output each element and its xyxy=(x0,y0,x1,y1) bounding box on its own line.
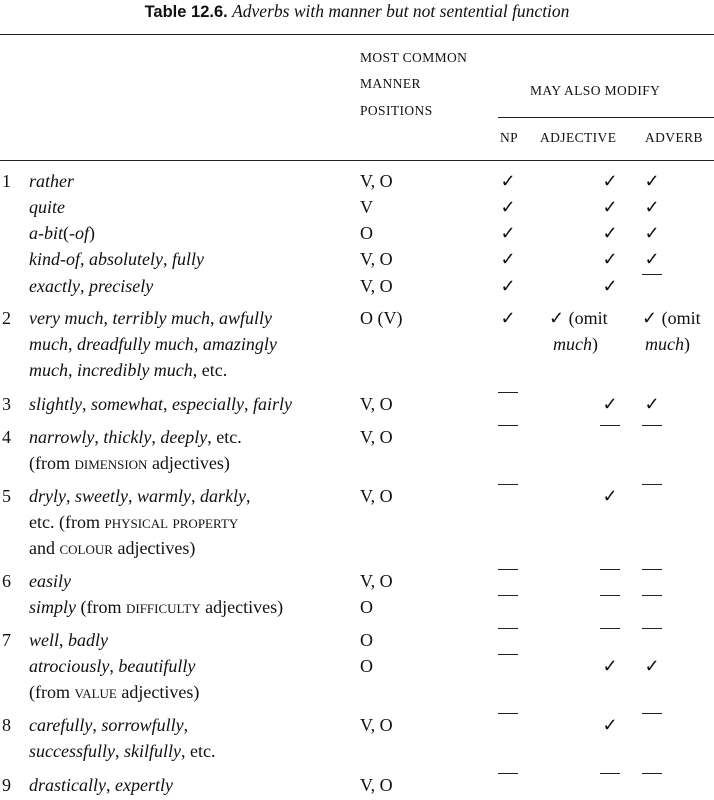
text-run: warmly xyxy=(136,486,191,506)
text-run: much xyxy=(29,360,68,380)
adverb-text xyxy=(29,535,195,561)
adverb-note xyxy=(642,305,701,331)
text-run: atrociously xyxy=(29,656,110,676)
adjective-note xyxy=(549,305,608,331)
dash-line xyxy=(600,425,620,452)
text-run: fully xyxy=(172,249,204,269)
text-run: exactly xyxy=(29,276,80,296)
adverb-text xyxy=(29,305,272,331)
text-run: value xyxy=(74,682,117,702)
check-mark: ✓ xyxy=(644,171,660,191)
row-number: 1 xyxy=(2,171,11,191)
text-run: badly xyxy=(68,630,108,650)
text-run: , etc. xyxy=(192,360,228,380)
dash-mark xyxy=(496,772,520,800)
table-label: Table 12.6. xyxy=(144,3,228,21)
text-run: a-bit xyxy=(29,223,63,243)
header-adjective: ADJECTIVE xyxy=(540,130,617,145)
adverb-text xyxy=(29,391,292,417)
adverb-text xyxy=(29,450,230,476)
dash-mark xyxy=(640,712,664,740)
adverb-text xyxy=(29,627,108,653)
row-number: 6 xyxy=(2,571,11,591)
dash-line xyxy=(642,713,662,740)
positions-value: V, O xyxy=(360,571,393,591)
text-run: , xyxy=(68,360,77,380)
check-mark: ✓ xyxy=(644,223,660,243)
text-run: , xyxy=(94,427,104,447)
check-mark: ✓ xyxy=(500,308,516,328)
adverb-text xyxy=(29,594,283,620)
text-run: terribly much xyxy=(112,308,210,328)
text-run: precisely xyxy=(88,276,154,296)
dash-mark xyxy=(496,653,520,681)
adverb-text xyxy=(29,509,238,535)
text-run: incredibly much xyxy=(77,360,193,380)
check-mark: ✓ xyxy=(500,276,516,296)
text-run: , etc. xyxy=(207,427,242,447)
row-number: 2 xyxy=(2,308,11,328)
text-run: fairly xyxy=(252,394,292,414)
text-run: kind-of xyxy=(29,249,80,269)
dash-mark xyxy=(598,594,622,622)
text-run: amazingly xyxy=(202,334,277,354)
text-run: drastically xyxy=(29,775,106,795)
text-run: awfully xyxy=(218,308,272,328)
text-run: , etc. xyxy=(180,741,216,761)
text-run: especially xyxy=(172,394,244,414)
check-mark: ✓ xyxy=(500,223,516,243)
text-run: adjectives) xyxy=(147,453,230,473)
dash-line xyxy=(498,713,518,740)
adverb-text xyxy=(29,679,199,705)
adverb-text xyxy=(29,483,250,509)
text-run: adjectives) xyxy=(200,597,284,617)
adverb-note xyxy=(645,331,690,357)
dash-mark xyxy=(640,483,664,511)
check-mark: ✓ xyxy=(602,656,618,676)
text-run: colour xyxy=(59,538,113,558)
check-mark: ✓ xyxy=(644,249,660,269)
positions-value: V, O xyxy=(360,249,393,269)
adverb-text xyxy=(29,772,173,798)
text-run: , xyxy=(183,715,189,735)
text-run: , xyxy=(106,775,115,795)
text-run: adjectives) xyxy=(116,682,200,702)
dash-line xyxy=(642,595,662,622)
positions-value: V, O xyxy=(360,775,393,795)
text-run: slightly xyxy=(29,394,82,414)
dash-line xyxy=(498,392,518,419)
text-run: , xyxy=(79,276,89,296)
text-run: etc. (from xyxy=(29,512,105,532)
dash-line xyxy=(600,773,620,800)
adverb-text xyxy=(29,168,74,194)
row-number: 9 xyxy=(2,775,11,795)
text-run: easily xyxy=(29,571,71,591)
table-title: Adverbs with manner but not sentential function xyxy=(232,1,570,21)
check-mark: ✓ xyxy=(602,197,618,217)
text-run: dimension xyxy=(74,453,148,473)
header-may-also-modify: MAY ALSO MODIFY xyxy=(530,83,661,98)
text-run: , xyxy=(127,486,137,506)
text-run: , xyxy=(163,394,172,414)
dash-mark xyxy=(640,568,664,596)
text-run: much xyxy=(29,334,68,354)
text-run: ) xyxy=(89,223,95,243)
dash-mark xyxy=(496,568,520,596)
text-run: ) xyxy=(592,334,598,354)
dash-line xyxy=(600,595,620,622)
positions-value: O xyxy=(360,223,373,243)
dash-line xyxy=(498,425,518,452)
dash-mark xyxy=(598,424,622,452)
text-run: absolutely xyxy=(89,249,163,269)
dash-mark xyxy=(640,772,664,800)
text-run: , xyxy=(103,308,113,328)
text-run: , xyxy=(163,249,172,269)
adverb-text xyxy=(29,331,277,357)
row-number: 8 xyxy=(2,715,11,735)
check-mark: ✓ xyxy=(500,197,516,217)
adverb-text xyxy=(29,246,204,272)
dash-mark xyxy=(496,627,520,655)
dash-line xyxy=(498,569,518,596)
text-run: well xyxy=(29,630,59,650)
dash-mark xyxy=(598,627,622,655)
positions-value: O (V) xyxy=(360,308,403,328)
text-run: (from xyxy=(29,682,75,702)
text-run: ) xyxy=(684,334,690,354)
dash-mark xyxy=(640,424,664,452)
text-run: physical property xyxy=(104,512,239,532)
header-bottom-rule xyxy=(0,160,714,161)
dash-line xyxy=(642,274,662,301)
row-number: 7 xyxy=(2,630,11,650)
positions-value: V xyxy=(360,197,373,217)
header-np: NP xyxy=(500,130,519,145)
text-run: , xyxy=(209,308,219,328)
text-run: simply xyxy=(29,597,76,617)
text-run: adjectives) xyxy=(112,538,196,558)
check-mark: ✓ xyxy=(500,249,516,269)
adverb-text xyxy=(29,568,71,594)
dash-mark xyxy=(496,594,520,622)
text-run: skilfully xyxy=(123,741,181,761)
dash-line xyxy=(498,595,518,622)
text-run: successfully xyxy=(29,741,115,761)
text-run: sweetly xyxy=(74,486,128,506)
check-mark: ✓ xyxy=(602,486,618,506)
check-mark: ✓ xyxy=(602,223,618,243)
check-mark: ✓ xyxy=(602,171,618,191)
text-run: , xyxy=(151,427,161,447)
text-run: , xyxy=(243,394,253,414)
check-mark: ✓ xyxy=(602,249,618,269)
dash-mark xyxy=(640,627,664,655)
text-run: and xyxy=(29,538,60,558)
text-run: carefully xyxy=(29,715,93,735)
text-run: -of xyxy=(69,223,89,243)
text-run: quite xyxy=(29,197,65,217)
text-run: , xyxy=(65,486,75,506)
text-run: rather xyxy=(29,171,74,191)
dash-line xyxy=(642,628,662,655)
text-run: ✓ (omit xyxy=(549,308,608,328)
text-run: sorrowfully xyxy=(101,715,184,735)
adverb-text xyxy=(29,424,242,450)
adverb-text xyxy=(29,712,188,738)
text-run: , xyxy=(92,715,102,735)
dash-line xyxy=(642,773,662,800)
dash-line xyxy=(498,628,518,655)
text-run: (from xyxy=(29,453,75,473)
dash-line xyxy=(498,484,518,511)
top-rule xyxy=(0,34,714,35)
check-mark: ✓ xyxy=(644,394,660,414)
text-run: difficulty xyxy=(125,597,201,617)
table-caption xyxy=(0,0,714,24)
adverb-text xyxy=(29,220,95,246)
check-mark: ✓ xyxy=(500,171,516,191)
text-run: narrowly xyxy=(29,427,95,447)
text-run: somewhat xyxy=(91,394,163,414)
text-run: much xyxy=(553,334,592,354)
text-run: very much xyxy=(29,308,104,328)
adverb-text xyxy=(29,653,195,679)
check-mark: ✓ xyxy=(644,656,660,676)
dash-mark xyxy=(598,568,622,596)
text-run: beautifully xyxy=(118,656,196,676)
text-run: ✓ (omit xyxy=(642,308,701,328)
row-number: 4 xyxy=(2,427,11,447)
adverb-text xyxy=(29,194,65,220)
group-rule xyxy=(498,117,714,118)
row-number: 3 xyxy=(2,394,11,414)
dash-line xyxy=(600,569,620,596)
text-run: expertly xyxy=(115,775,173,795)
row-number: 5 xyxy=(2,486,11,506)
positions-value: V, O xyxy=(360,427,393,447)
adjective-note xyxy=(553,331,598,357)
text-run: , xyxy=(68,334,77,354)
positions-value: V, O xyxy=(360,715,393,735)
dash-mark xyxy=(496,712,520,740)
text-run: dryly xyxy=(29,486,66,506)
text-run: , xyxy=(80,249,89,269)
dash-mark xyxy=(640,594,664,622)
check-mark: ✓ xyxy=(602,394,618,414)
dash-line xyxy=(600,628,620,655)
adverb-text xyxy=(29,273,153,299)
dash-mark xyxy=(598,772,622,800)
text-run: dreadfully much xyxy=(77,334,194,354)
positions-value: V, O xyxy=(360,276,393,296)
check-mark: ✓ xyxy=(644,197,660,217)
adverb-text xyxy=(29,738,215,764)
text-run: thickly xyxy=(103,427,152,447)
dash-line xyxy=(642,425,662,452)
positions-value: O xyxy=(360,656,373,676)
text-run: , xyxy=(193,334,203,354)
dash-line xyxy=(498,654,518,681)
check-mark: ✓ xyxy=(602,715,618,735)
text-run: , xyxy=(82,394,91,414)
positions-value: V, O xyxy=(360,486,393,506)
dash-mark xyxy=(640,273,664,301)
header-positions-line: MOST COMMON xyxy=(360,50,468,65)
text-run: , xyxy=(59,630,68,650)
dash-line xyxy=(642,569,662,596)
text-run: much xyxy=(645,334,684,354)
positions-value: V, O xyxy=(360,394,393,414)
header-positions-line: MANNER xyxy=(360,76,421,91)
text-run: darkly xyxy=(199,486,246,506)
check-mark: ✓ xyxy=(602,276,618,296)
text-run: , xyxy=(114,741,124,761)
dash-mark xyxy=(496,424,520,452)
positions-value: V, O xyxy=(360,171,393,191)
text-run: ( xyxy=(63,223,69,243)
header-adverb: ADVERB xyxy=(645,130,703,145)
text-run: , xyxy=(245,486,251,506)
header-positions-line: POSITIONS xyxy=(360,103,433,118)
dash-mark xyxy=(496,483,520,511)
positions-value: O xyxy=(360,597,373,617)
adverb-text xyxy=(29,357,227,383)
dash-mark xyxy=(496,391,520,419)
text-run: , xyxy=(190,486,200,506)
dash-line xyxy=(642,484,662,511)
text-run: (from xyxy=(76,597,126,617)
positions-value: O xyxy=(360,630,373,650)
text-run: deeply xyxy=(160,427,208,447)
dash-line xyxy=(498,773,518,800)
text-run: , xyxy=(109,656,119,676)
